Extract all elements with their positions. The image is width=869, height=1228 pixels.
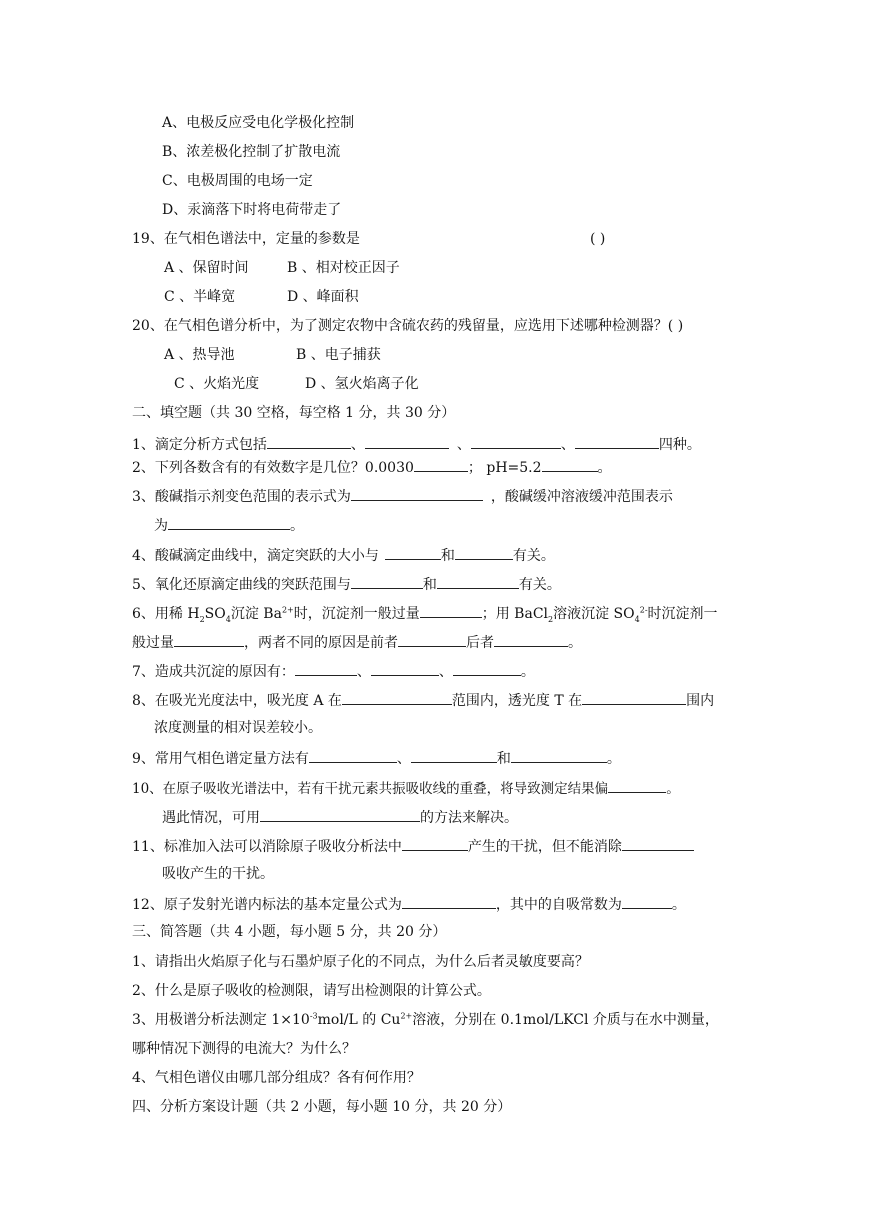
blank[interactable]: [455, 544, 513, 560]
blank[interactable]: [174, 631, 244, 647]
q20-option-d: D 、氢火焰离子化: [305, 376, 419, 392]
fill-q3: 3、酸碱指示剂变色范围的表示式为 ，酸碱缓冲溶液缓冲范围表示: [132, 485, 673, 507]
fill-q3-cont: 为 。: [154, 514, 304, 536]
fill-q2: 2、下列各数含有的有效数字是几位？0.0030 ； pH=5.2 。: [132, 456, 612, 478]
q18-option-c: C、电极周围的电场一定: [162, 173, 313, 189]
fill-q4: 4、酸碱滴定曲线中，滴定突跃的大小与 和 有关。: [132, 544, 555, 566]
q19-stem: 19、在气相色谱法中，定量的参数是: [132, 231, 360, 247]
fill-q11: 11、标准加入法可以消除原子吸收分析法中 产生的干扰，但不能消除: [132, 835, 694, 857]
blank[interactable]: [309, 747, 397, 763]
fill-q1: 1、滴定分析方式包括 、 、 、 四种。: [132, 433, 701, 455]
q20-option-c: C 、火焰光度: [174, 376, 260, 392]
blank[interactable]: [511, 747, 607, 763]
q18-option-d: D、汞滴落下时将电荷带走了: [162, 202, 342, 218]
blank[interactable]: [411, 747, 497, 763]
blank[interactable]: [575, 433, 659, 449]
short-answer-q1: 1、请指出火焰原子化与石墨炉原子化的不同点，为什么后者灵敏度要高？: [132, 954, 589, 970]
blank[interactable]: [471, 433, 561, 449]
q19-answer-paren: ( ): [590, 231, 606, 247]
fill-q7: 7、造成共沉淀的原因有： 、 、 。: [132, 660, 535, 682]
fill-q8: 8、在吸光光度法中，吸光度 A 在 范围内，透光度 T 在 围内: [132, 689, 714, 711]
section4-title: 四、分析方案设计题（共 2 小题，每小题 10 分，共 20 分）: [132, 1099, 512, 1115]
fill-q9: 9、常用气相色谱定量方法有 、 和 。: [132, 747, 621, 769]
q19-option-a: A 、保留时间: [164, 260, 249, 276]
blank[interactable]: [622, 835, 694, 851]
blank[interactable]: [398, 631, 466, 647]
section3-title: 三、简答题（共 4 小题，每小题 5 分，共 20 分）: [132, 924, 447, 940]
fill-q8-cont: 浓度测量的相对误差较小。: [154, 720, 322, 736]
fill-q5: 5、氧化还原滴定曲线的突跃范围与 和 有关。: [132, 573, 561, 595]
blank[interactable]: [351, 573, 423, 589]
blank[interactable]: [402, 835, 468, 851]
blank[interactable]: [437, 573, 519, 589]
blank[interactable]: [260, 806, 420, 822]
blank[interactable]: [371, 660, 439, 676]
q20-option-a: A 、热导池: [164, 347, 235, 363]
short-answer-q3: 3、用极谱分析法测定 $1\times 10^{-3}mol/L$ 的 $Cu^{2+}$溶液，分别在 0.1mol/LKCl 介质与在水中测量，: [132, 1011, 719, 1028]
short-answer-q3-cont: 哪种情况下测得的电流大？为什么？: [132, 1041, 356, 1057]
q18-option-b: B、浓差极化控制了扩散电流: [162, 144, 341, 160]
q20-stem: 20、在气相色谱分析中，为了测定农物中含硫农药的残留量，应选用下述哪种检测器？( ): [132, 318, 684, 334]
blank[interactable]: [267, 433, 351, 449]
q19-option-c: C 、半峰宽: [164, 289, 236, 305]
short-answer-q2: 2、什么是原子吸收的检测限，请写出检测限的计算公式。: [132, 983, 491, 999]
fill-q6-cont: 般过量 ，两者不同的原因是前者 后者 。: [132, 631, 582, 653]
q18-option-a: A、电极反应受电化学极化控制: [162, 115, 355, 131]
q19-option-b: B 、相对校正因子: [287, 260, 400, 276]
blank[interactable]: [622, 893, 672, 909]
blank[interactable]: [414, 456, 468, 472]
fill-q12: 12、原子发射光谱内标法的基本定量公式为 ，其中的自吸常数为 。: [132, 893, 686, 915]
blank[interactable]: [342, 689, 452, 705]
blank[interactable]: [582, 689, 686, 705]
section2-title: 二、填空题（共 30 空格，每空格 1 分，共 30 分）: [132, 405, 456, 421]
blank[interactable]: [351, 485, 483, 501]
fill-q10-cont: 遇此情况，可用 的方法来解决。: [162, 806, 518, 828]
short-answer-q4: 4、气相色谱仪由哪几部分组成？各有何作用？: [132, 1070, 421, 1086]
fill-q6: 6、用稀 $H_2SO_4$沉淀 $Ba^{2+}$时，沉淀剂一般过量 ；用 BaCl$_2$溶液沉淀 $SO_4^{2-}$时沉淀剂一: [132, 602, 718, 624]
blank[interactable]: [608, 777, 666, 793]
blank[interactable]: [453, 660, 521, 676]
blank[interactable]: [385, 544, 441, 560]
fill-q10: 10、在原子吸收光谱法中，若有干扰元素共振吸收线的重叠，将导致测定结果偏 。: [132, 777, 680, 799]
blank[interactable]: [402, 893, 496, 909]
blank[interactable]: [494, 631, 568, 647]
blank[interactable]: [295, 660, 357, 676]
q19-option-d: D 、峰面积: [287, 289, 359, 305]
fill-q11-cont: 吸收产生的干扰。: [162, 866, 274, 882]
blank[interactable]: [420, 602, 482, 618]
q20-option-b: B 、电子捕获: [296, 347, 381, 363]
blank[interactable]: [542, 456, 598, 472]
blank[interactable]: [168, 514, 290, 530]
blank[interactable]: [365, 433, 449, 449]
